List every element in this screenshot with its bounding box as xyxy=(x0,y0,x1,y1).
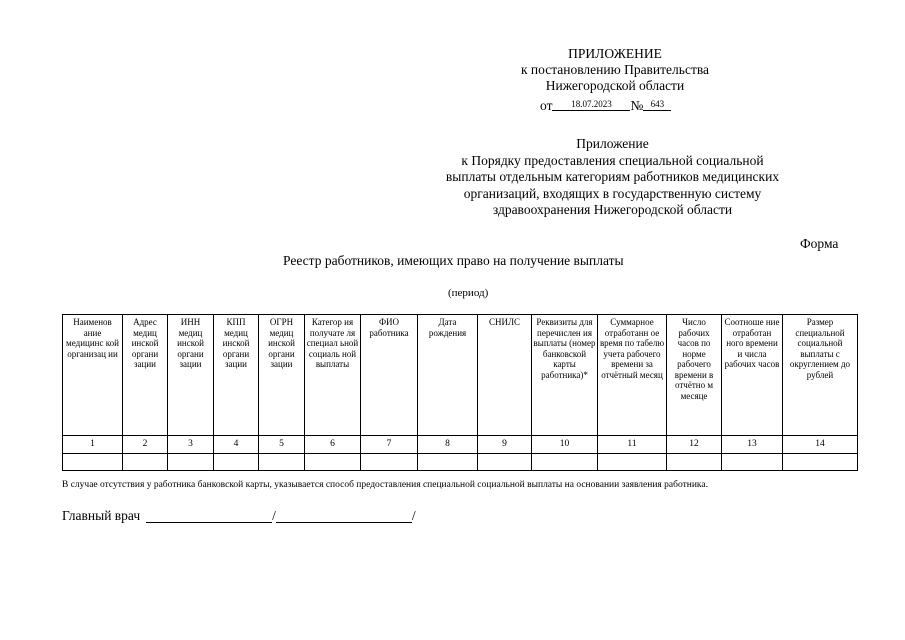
appendix-line-1: Приложение xyxy=(576,136,649,151)
appendix-line-3: выплаты отдельным категориям работников медицинских xyxy=(445,169,780,184)
appendix-line-5: здравоохранения Нижегородской области xyxy=(492,202,733,217)
table-empty-row xyxy=(63,454,858,471)
table-cell[interactable] xyxy=(783,454,858,471)
appendix-block xyxy=(420,136,805,219)
column-header: ФИО работника xyxy=(361,315,418,436)
column-number: 8 xyxy=(418,436,478,454)
header-block xyxy=(450,46,780,94)
table-number-row xyxy=(63,436,858,454)
number-prefix: № xyxy=(630,98,644,113)
signature-slash: / xyxy=(272,508,276,523)
table-cell[interactable] xyxy=(168,454,214,471)
column-number: 4 xyxy=(214,436,259,454)
number-value: 643 xyxy=(643,98,671,111)
name-blank[interactable] xyxy=(276,508,412,523)
column-header: КПП медиц инской органи зации xyxy=(214,315,259,436)
table-cell[interactable] xyxy=(667,454,722,471)
signature-line xyxy=(62,508,416,524)
column-header: Реквизиты для перечислен ия выплаты (номер банковской карты работника)* xyxy=(532,315,598,436)
column-header: ОГРН медиц инской органи зации xyxy=(259,315,305,436)
table-cell[interactable] xyxy=(722,454,783,471)
registry-title: Реестр работников, имеющих право на получение выплаты xyxy=(283,253,624,268)
table-cell[interactable] xyxy=(305,454,361,471)
column-number: 10 xyxy=(532,436,598,454)
table-cell[interactable] xyxy=(123,454,168,471)
footnote: В случае отсутствия у работника банковской карты, указывается способ предоставления специальной социальной выплаты на основании заявления работника. xyxy=(62,480,708,490)
date-prefix: от xyxy=(540,98,553,113)
column-number: 3 xyxy=(168,436,214,454)
column-header: Соотноше ние отработан ного времени и числа рабочих часов xyxy=(722,315,783,436)
column-number: 9 xyxy=(478,436,532,454)
column-number: 6 xyxy=(305,436,361,454)
column-header: СНИЛС xyxy=(478,315,532,436)
column-number: 1 xyxy=(63,436,123,454)
table-cell[interactable] xyxy=(259,454,305,471)
column-header: Дата рождения xyxy=(418,315,478,436)
table-cell[interactable] xyxy=(478,454,532,471)
table-cell[interactable] xyxy=(598,454,667,471)
column-number: 13 xyxy=(722,436,783,454)
date-number-line xyxy=(540,98,690,114)
header-line-3: Нижегородской области xyxy=(545,78,685,93)
column-number: 11 xyxy=(598,436,667,454)
registry-table xyxy=(62,314,858,471)
table-cell[interactable] xyxy=(214,454,259,471)
column-number: 12 xyxy=(667,436,722,454)
table-cell[interactable] xyxy=(532,454,598,471)
date-value: 18.07.2023 xyxy=(552,98,630,111)
column-header: Адрес медиц инской органи зации xyxy=(123,315,168,436)
column-header: Суммарное отработанн ое время по табелю учета рабочего времени за отчётный месяц xyxy=(598,315,667,436)
column-header: Размер специальной социальной выплаты с округлением до рублей xyxy=(783,315,858,436)
table-header-row xyxy=(63,315,858,436)
column-number: 7 xyxy=(361,436,418,454)
period-label: (период) xyxy=(448,287,489,299)
table-cell[interactable] xyxy=(418,454,478,471)
header-line-2: к постановлению Правительства xyxy=(520,62,710,77)
signature-label: Главный врач xyxy=(62,508,141,523)
header-title: ПРИЛОЖЕНИЕ xyxy=(568,46,662,61)
column-number: 5 xyxy=(259,436,305,454)
table-cell[interactable] xyxy=(361,454,418,471)
appendix-line-4: организаций, входящих в государственную систему xyxy=(463,185,762,201)
column-header: Наименов ание медицинс кой организац ии xyxy=(63,315,123,436)
signature-blank[interactable] xyxy=(146,508,272,523)
column-number: 2 xyxy=(123,436,168,454)
form-label: Форма xyxy=(800,236,839,251)
column-number: 14 xyxy=(783,436,858,454)
table-cell[interactable] xyxy=(63,454,123,471)
column-header: Категор ия получате ля специал ьной социаль ной выплаты xyxy=(305,315,361,436)
signature-slash: / xyxy=(411,508,416,523)
appendix-line-2: к Порядку предоставления специальной социальной xyxy=(461,152,764,168)
column-header: ИНН медиц инской органи зации xyxy=(168,315,214,436)
column-header: Число рабочих часов по норме рабочего времени в отчётно м месяце xyxy=(667,315,722,436)
